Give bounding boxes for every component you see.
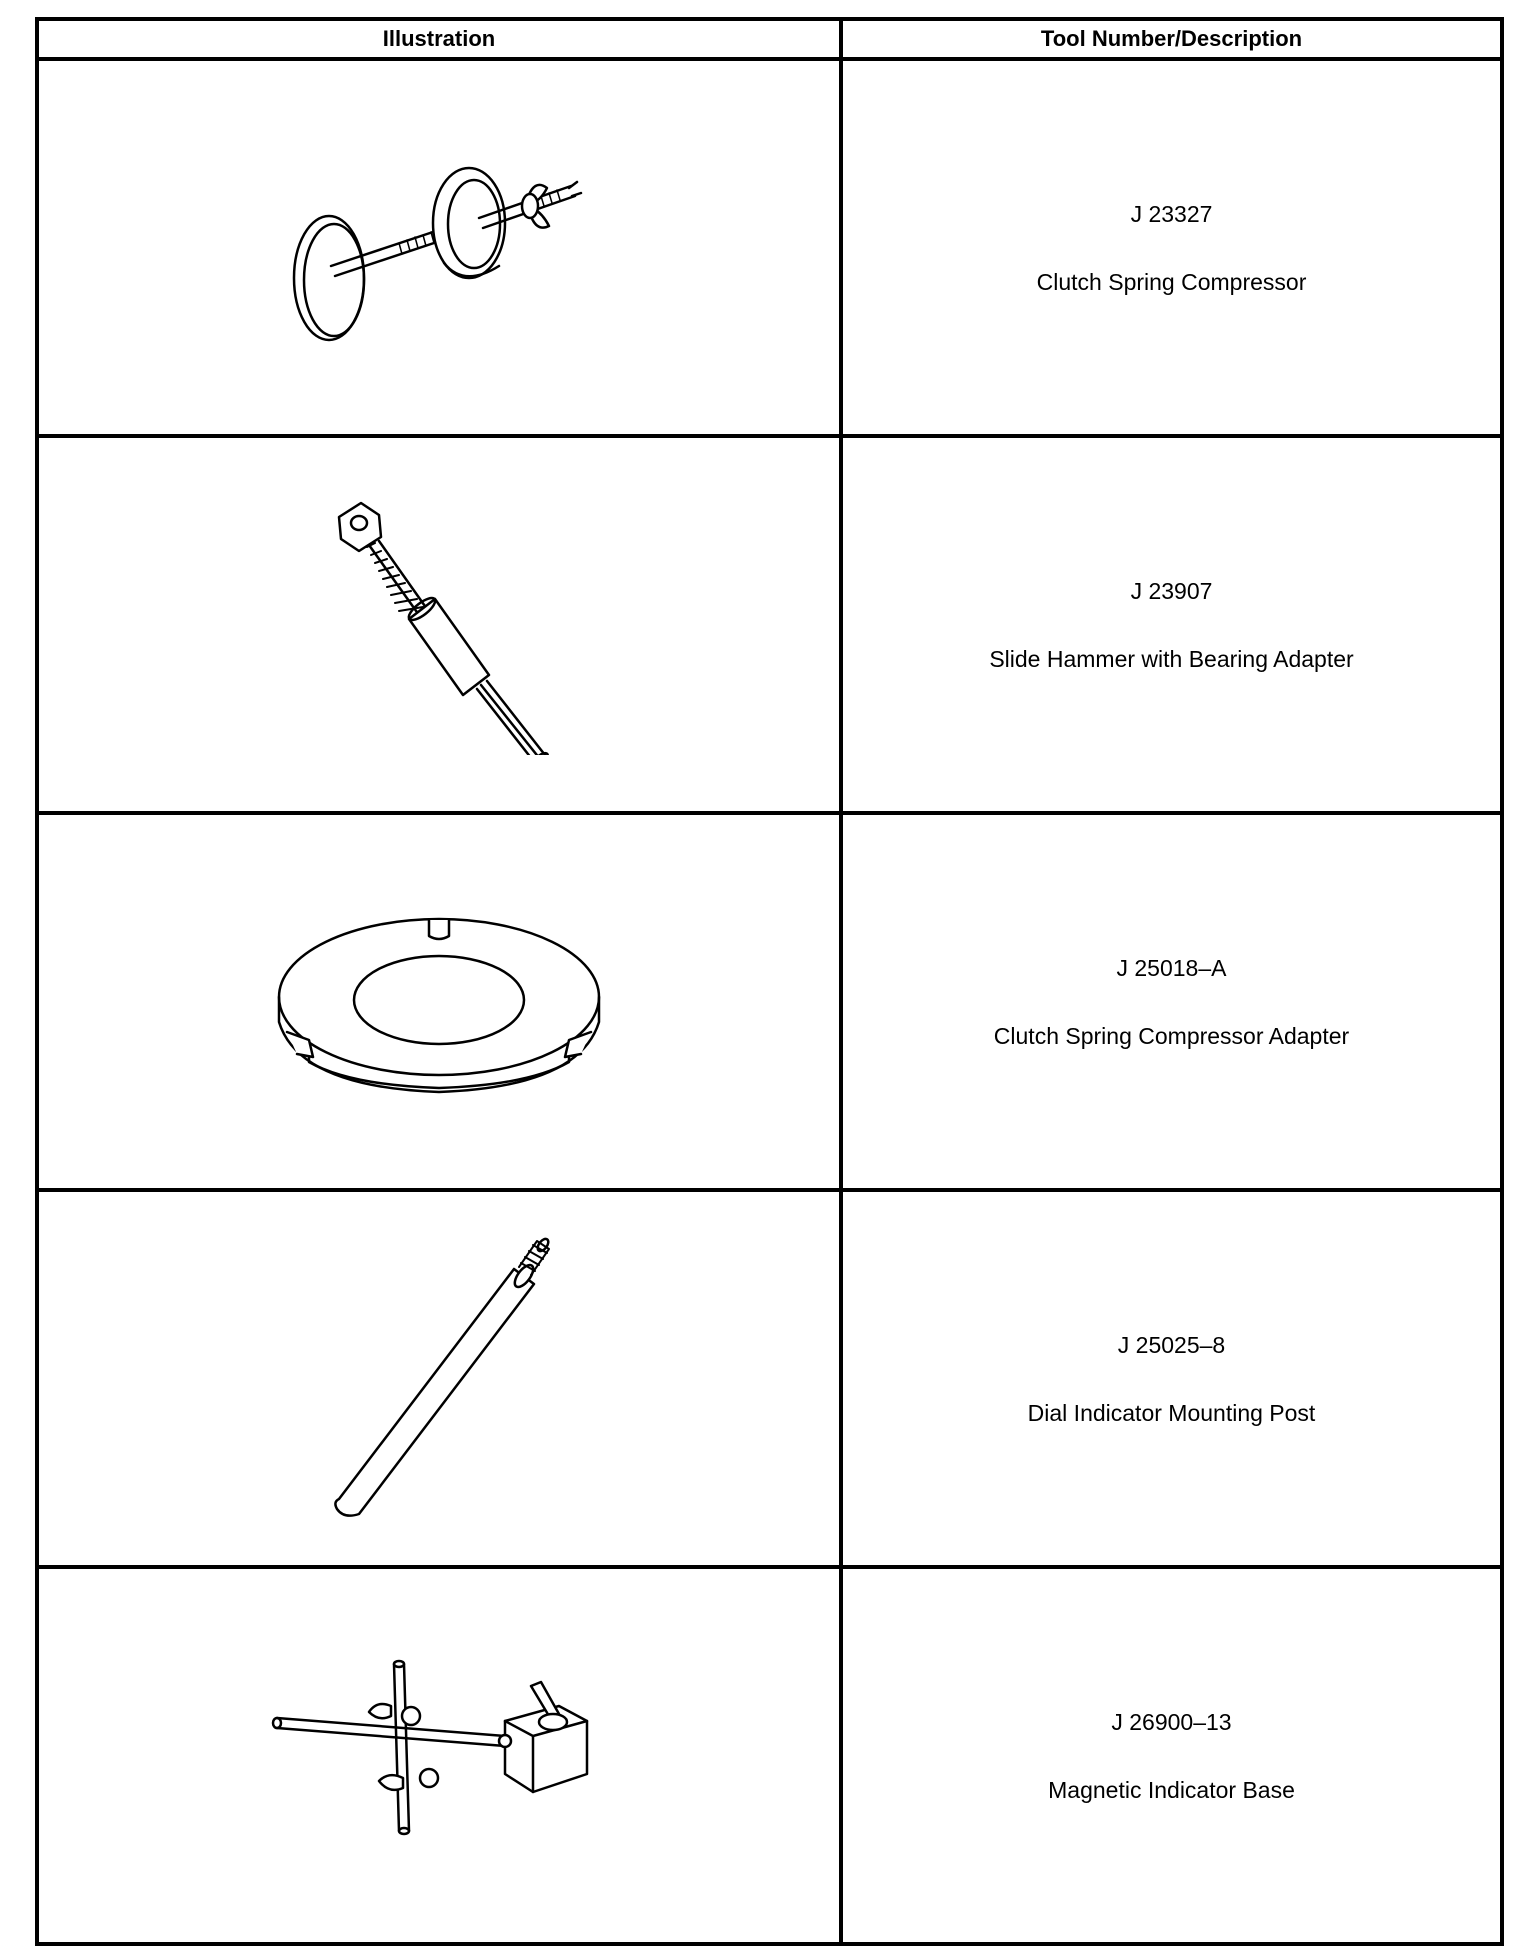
table-row — [37, 1190, 1502, 1567]
illustration-cell — [37, 813, 841, 1190]
tool-description: Clutch Spring Compressor — [1036, 268, 1307, 295]
mounting-post-icon — [309, 1229, 569, 1529]
tool-description: Slide Hammer with Bearing Adapter — [989, 645, 1354, 672]
description-cell — [841, 59, 1502, 436]
tool-description: Clutch Spring Compressor Adapter — [993, 1022, 1350, 1049]
description-cell — [841, 1190, 1502, 1567]
header-tool-number-description: Tool Number/Description — [841, 19, 1502, 59]
table-row — [37, 813, 1502, 1190]
magnetic-base-icon — [269, 1656, 609, 1856]
illustration-cell — [37, 59, 841, 436]
description-cell — [841, 813, 1502, 1190]
tool-number: J 25025–8 — [1117, 1331, 1226, 1358]
header-row — [37, 19, 1502, 59]
tool-number: J 23907 — [1130, 577, 1213, 604]
illustration-cell — [37, 436, 841, 813]
tool-number: J 23327 — [1130, 200, 1213, 227]
tool-number: J 26900–13 — [1111, 1708, 1232, 1735]
description-cell — [841, 1567, 1502, 1944]
illustration-cell — [37, 1190, 841, 1567]
tool-description: Magnetic Indicator Base — [1048, 1776, 1295, 1803]
illustration-cell — [37, 1567, 841, 1944]
clutch-spring-compressor-icon — [279, 148, 599, 348]
compressor-adapter-ring-icon — [269, 902, 609, 1102]
description-cell — [841, 436, 1502, 813]
table-row — [37, 1567, 1502, 1944]
table-row — [37, 436, 1502, 813]
special-tools-table — [35, 17, 1504, 1946]
header-illustration: Illustration — [37, 19, 841, 59]
table-row — [37, 59, 1502, 436]
slide-hammer-icon — [309, 495, 569, 755]
tool-number: J 25018–A — [1116, 954, 1227, 981]
tool-description: Dial Indicator Mounting Post — [1027, 1399, 1316, 1426]
